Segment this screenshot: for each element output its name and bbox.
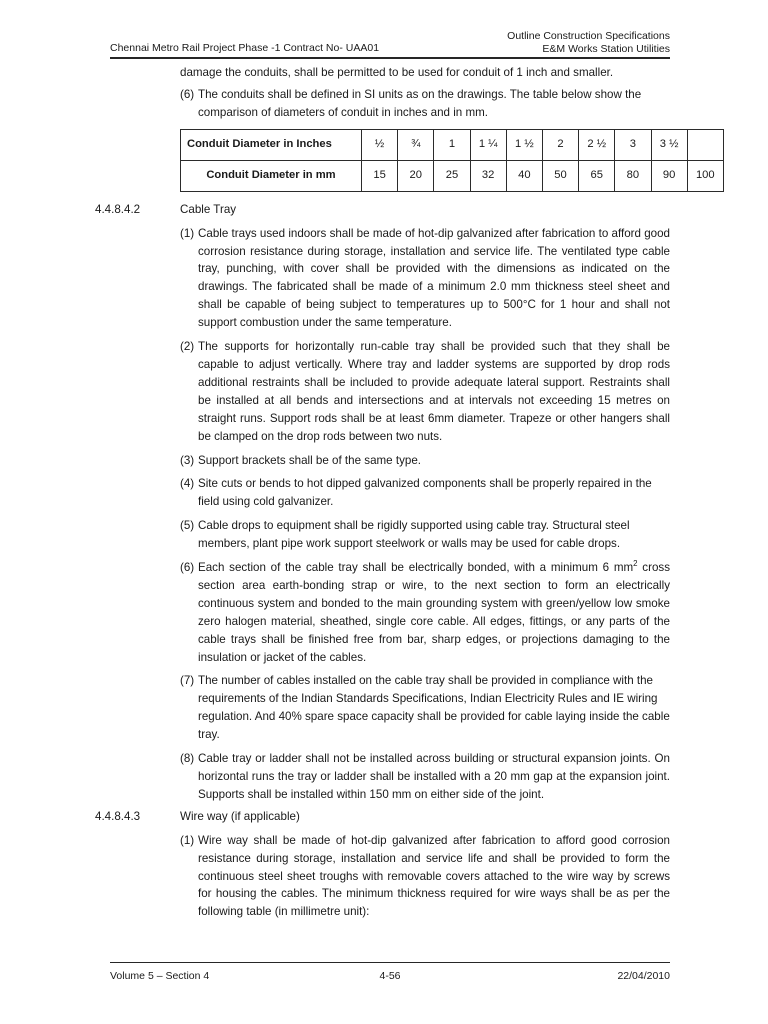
table-cell: 100 bbox=[687, 160, 723, 191]
table-cell: 50 bbox=[542, 160, 578, 191]
footer-page-number: 4-56 bbox=[379, 970, 401, 982]
table-row-label: Conduit Diameter in mm bbox=[181, 160, 362, 191]
list-item-text: The number of cables installed on the cable tray shall be provided in compliance with the requirements of the Indian Standards Specifications, Indian Electricity Rules and IE wiring regulation. And 40% spare space capacity shall be provided for cable laying inside the cable tray. bbox=[198, 674, 670, 742]
table-row bbox=[181, 160, 724, 191]
conduit-diameter-table bbox=[180, 129, 724, 192]
list-item-marker: (3) bbox=[180, 453, 195, 467]
page-footer bbox=[110, 970, 670, 982]
list-item bbox=[180, 86, 670, 122]
table-cell bbox=[687, 129, 723, 160]
list-item bbox=[180, 475, 670, 511]
table-cell: 1 ¼ bbox=[470, 129, 506, 160]
header-document-title-line1: Outline Construction Specifications bbox=[507, 30, 670, 42]
list-item-text: The conduits shall be defined in SI units as on the drawings. The table below show the comparison of diameters of conduit in inches and in mm. bbox=[198, 87, 642, 119]
list-item-marker: (6) bbox=[180, 561, 195, 575]
list-item-text: Support brackets shall be of the same type. bbox=[198, 453, 421, 467]
table-cell: 20 bbox=[398, 160, 434, 191]
continuation-paragraph: damage the conduits, shall be permitted to be used for conduit of 1 inch and smaller. bbox=[180, 66, 614, 79]
superscript-two: 2 bbox=[633, 559, 638, 569]
table-cell: 3 ½ bbox=[651, 129, 687, 160]
list-item-text: Cable trays used indoors shall be made of hot-dip galvanized after fabrication to afford good corrosion resistance during storage, installation and service life. The ventilated type cable tray, punching, with cover shall be provided with the dimensions as indicated on the drawings. The fabricated shall be made of a minimum 2.0 mm thickness steel sheet and shall be capable of being subject to temperatures up to 500°C for 1 hour and shall not support combustion under the same temperature. bbox=[198, 226, 670, 330]
list-item-marker: (8) bbox=[180, 752, 195, 766]
table-cell: 25 bbox=[434, 160, 470, 191]
list-item bbox=[180, 338, 670, 445]
conduit-table-wrapper bbox=[180, 129, 715, 192]
table-cell: 65 bbox=[579, 160, 615, 191]
list-item-text: Wire way shall be made of hot-dip galvanized after fabrication to afford good corrosion resistance during storage, installation and service life and shall be provided to form the continuous steel sheet troughs with removable covers attached to the wire way by screws for housing the cables. The minimum thickness required for wire ways shall be as per the following table (in millimetre unit): bbox=[198, 833, 670, 919]
list-item-text-part2: cross section area earth-bonding strap or wire, to the next section to form an electrically continuous system and bonded to the main grounding system with green/yellow low smoke zero halogen material, sheathed, single core cable. All edges, fittings, or any parts of the cable trays shall be finished free from bar, sharp edges, or projections damaging to the insulation or jacket of the cables. bbox=[198, 561, 670, 664]
section-title: Cable Tray bbox=[180, 202, 237, 216]
list-item-text bbox=[198, 559, 670, 666]
table-cell: ¾ bbox=[398, 129, 434, 160]
table-cell: 1 ½ bbox=[506, 129, 542, 160]
table-cell: 40 bbox=[506, 160, 542, 191]
list-item-text-part1: Each section of the cable tray shall be electrically bonded, with a minimum 6 mm bbox=[198, 561, 634, 575]
section-heading-wire-way bbox=[95, 808, 673, 826]
header-divider bbox=[110, 57, 670, 59]
section-number: 4.4.8.4.3 bbox=[95, 809, 141, 823]
list-item-marker: (1) bbox=[180, 226, 195, 240]
table-cell: 15 bbox=[362, 160, 398, 191]
header-project-title: Chennai Metro Rail Project Phase -1 Contract No- UAA01 bbox=[110, 42, 380, 54]
list-item-marker: (2) bbox=[180, 340, 195, 354]
table-cell: 90 bbox=[651, 160, 687, 191]
section-title: Wire way (if applicable) bbox=[180, 809, 300, 823]
list-item-text: Cable drops to equipment shall be rigidly supported using cable tray. Structural steel members, plant pipe work support steelwork or walls may be used for cable drops. bbox=[198, 519, 630, 551]
list-item-marker: (5) bbox=[180, 519, 195, 533]
list-item bbox=[180, 559, 670, 666]
header-document-title bbox=[507, 30, 670, 56]
footer-divider bbox=[110, 962, 670, 963]
list-item bbox=[180, 832, 670, 922]
list-item-marker: (4) bbox=[180, 477, 195, 491]
list-item-text: Site cuts or bends to hot dipped galvanized components shall be properly repaired in the field using cold galvanizer. bbox=[198, 477, 652, 509]
list-item-text: Cable tray or ladder shall not be installed across building or structural expansion joints. On horizontal runs the tray or ladder shall be installed with a 20 mm gap at the expansion joint. Supports shall be installed within 150 mm on either side of the joint. bbox=[198, 752, 670, 801]
page-header bbox=[110, 30, 670, 56]
table-row-label: Conduit Diameter in Inches bbox=[181, 129, 362, 160]
list-item-marker: (1) bbox=[180, 833, 195, 847]
table-cell: ½ bbox=[362, 129, 398, 160]
section-number: 4.4.8.4.2 bbox=[95, 202, 141, 216]
table-cell: 2 bbox=[542, 129, 578, 160]
table-row bbox=[181, 129, 724, 160]
list-item-marker: (7) bbox=[180, 674, 195, 688]
list-item bbox=[180, 517, 670, 553]
list-item bbox=[180, 672, 670, 744]
list-item-marker: (6) bbox=[180, 87, 195, 101]
header-document-title-line2: E&M Works Station Utilities bbox=[542, 43, 670, 55]
list-item bbox=[180, 750, 670, 804]
list-item-text: The supports for horizontally run-cable tray shall be provided such that they shall be capable to adjust vertically. Where tray and ladder systems are supported by drop rods additional restraints shall be included to provide adequate lateral support. Restraints shall be installed at all bends and intersections and at intervals not exceeding 15 metres on straight runs. Support rods shall be at least 6mm diameter. Trapeze or other hangers shall be clamped on the drop rods between two nuts. bbox=[198, 340, 670, 443]
list-item bbox=[180, 225, 670, 332]
list-item bbox=[180, 452, 670, 470]
section-heading-cable-tray bbox=[95, 201, 673, 219]
table-cell: 32 bbox=[470, 160, 506, 191]
table-cell: 80 bbox=[615, 160, 651, 191]
footer-date: 22/04/2010 bbox=[617, 970, 670, 982]
table-cell: 3 bbox=[615, 129, 651, 160]
footer-volume-section: Volume 5 – Section 4 bbox=[110, 970, 210, 982]
page-content bbox=[95, 64, 715, 921]
table-cell: 1 bbox=[434, 129, 470, 160]
table-cell: 2 ½ bbox=[579, 129, 615, 160]
